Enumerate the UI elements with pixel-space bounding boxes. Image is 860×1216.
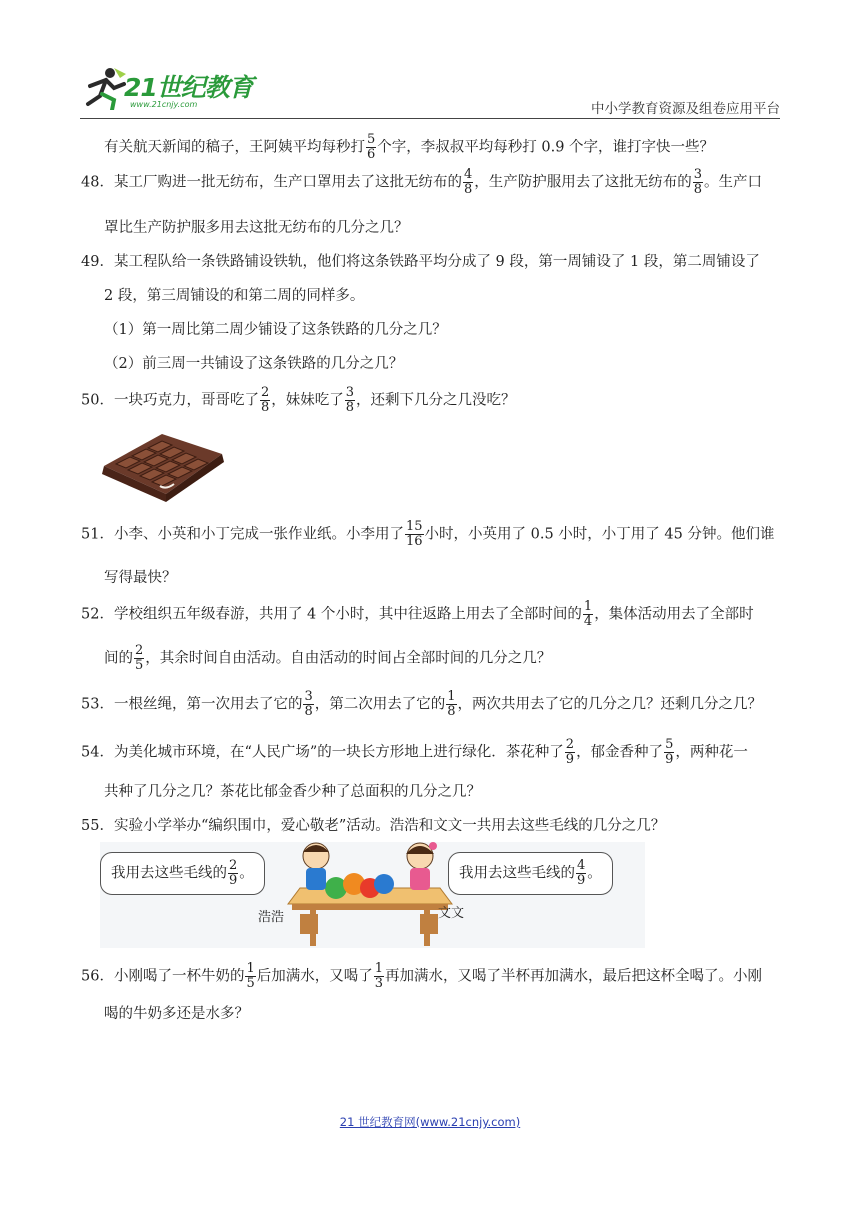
platform-name: 中小学教育资源及组卷应用平台 xyxy=(591,101,780,117)
header-divider xyxy=(80,118,780,119)
logo xyxy=(80,62,280,116)
fraction: $\frac{1}{3}$ xyxy=(374,961,384,991)
q47-line: 有关航天新闻的稿子，王阿姨平均每秒打 $\frac{5}{6}$ 个字，李叔叔平均每秒打 0.9 个字，谁打字快一些？ xyxy=(104,132,715,162)
q56-line1: 56．小刚喝了一杯牛奶的 $\frac{1}{5}$ 后加满水，又喝了 $\frac{1}{3}$ 再加满水，又喝了半杯再加满水，最后把这杯全喝了。小刚 xyxy=(81,961,763,991)
fraction: $\frac{3}{8}$ xyxy=(345,385,355,415)
fraction: $\frac{1}{5}$ xyxy=(246,961,255,991)
logo-text: 21世纪教育 xyxy=(124,73,253,102)
footer-link[interactable]: 21 世纪教育网(www.21cnjy.com) xyxy=(339,1115,521,1129)
fraction: $\frac{5}{9}$ xyxy=(665,737,674,767)
speech-bubble-left: 我用去这些毛线的 $\frac{2}{9}$ 。 xyxy=(100,852,265,895)
q53-line: 53．一根丝绳，第一次用去了它的 $\frac{3}{8}$ ，第二次用去了它的 $\frac{1}{8}$ ，两次共用去了它的几分之几？还剩几分之几？ xyxy=(81,689,763,719)
q49-sub1: （1）第一周比第二周少铺设了这条铁路的几分之几？ xyxy=(104,322,447,338)
q49-line2: 2 段，第三周铺设的和第二周的同样多。 xyxy=(104,288,365,304)
name-label-right: 文文 xyxy=(438,906,465,921)
q55-line: 55．实验小学举办“编织围巾，爱心敬老”活动。浩浩和文文一共用去这些毛线的几分之几？ xyxy=(81,818,666,834)
q49-sub2: （2）前三周一共铺设了这条铁路的几分之几？ xyxy=(104,356,404,372)
q51-line2: 写得最快？ xyxy=(104,570,177,586)
q50-line: 50．一块巧克力，哥哥吃了 $\frac{2}{8}$ ，妹妹吃了 $\frac{3}{8}$ ，还剩下几分之几没吃？ xyxy=(81,385,516,415)
speech-bubble-right: 我用去这些毛线的 $\frac{4}{9}$ 。 xyxy=(448,852,613,895)
page-header xyxy=(80,62,780,118)
logo-url: www.21cnjy.com xyxy=(130,100,198,109)
fraction: $\frac{1}{4}$ xyxy=(583,599,593,629)
fraction: $\frac{15}{16}$ xyxy=(405,519,423,549)
fraction: $\frac{2}{9}$ xyxy=(565,737,575,767)
q48-line2: 罩比生产防护服多用去这批无纺布的几分之几？ xyxy=(104,220,409,236)
q51-line1: 51．小李、小英和小丁完成一张作业纸。小李用了 $\frac{15}{16}$ 小时，小英用了 0.5 小时，小丁用了 45 分钟。他们谁 xyxy=(81,519,775,549)
q54-line1: 54．为美化城市环境，在“人民广场”的一块长方形地上进行绿化．茶花种了 $\frac{2}{9}$ ，郁金香种了 $\frac{5}{9}$ ，两种花一 xyxy=(81,737,748,767)
fraction: $\frac{2}{9}$ xyxy=(229,858,238,888)
q48-line1: 48．某工厂购进一批无纺布，生产口罩用去了这批无纺布的 $\frac{4}{8}$ ，生产防护服用去了这批无纺布的 $\frac{3}{8}$ 。生产口 xyxy=(81,167,763,197)
fraction: $\frac{4}{8}$ xyxy=(463,167,473,197)
fraction: $\frac{3}{8}$ xyxy=(693,167,703,197)
fraction: $\frac{4}{9}$ xyxy=(577,858,586,888)
chocolate-bar-icon xyxy=(100,430,226,502)
fraction: $\frac{2}{8}$ xyxy=(260,385,270,415)
fraction: $\frac{2}{5}$ xyxy=(135,643,144,673)
q56-line2: 喝的牛奶多还是水多？ xyxy=(104,1006,249,1022)
fraction: $\frac{1}{8}$ xyxy=(447,689,456,719)
q52-line2: 间的 $\frac{2}{5}$ ，其余时间自由活动。自由活动的时间占全部时间的几分之几？ xyxy=(104,643,552,673)
q54-line2: 共种了几分之几？茶花比郁金香少种了总面积的几分之几？ xyxy=(104,784,481,800)
fraction: $\frac{5}{6}$ xyxy=(367,132,376,162)
q52-line1: 52．学校组织五年级春游，共用了 4 个小时，其中往返路上用去了全部时间的 $\frac{1}{4}$ ，集体活动用去了全部时 xyxy=(81,599,754,629)
runner-logo-icon xyxy=(80,66,128,110)
knitting-illustration xyxy=(100,842,645,948)
q49-line1: 49．某工程队给一条铁路铺设铁轨，他们将这条铁路平均分成了 9 段，第一周铺设了 1 段，第二周铺设了 xyxy=(81,254,760,270)
fraction: $\frac{3}{8}$ xyxy=(304,689,313,719)
name-label-left: 浩浩 xyxy=(258,910,285,925)
page-footer xyxy=(0,1114,860,1130)
